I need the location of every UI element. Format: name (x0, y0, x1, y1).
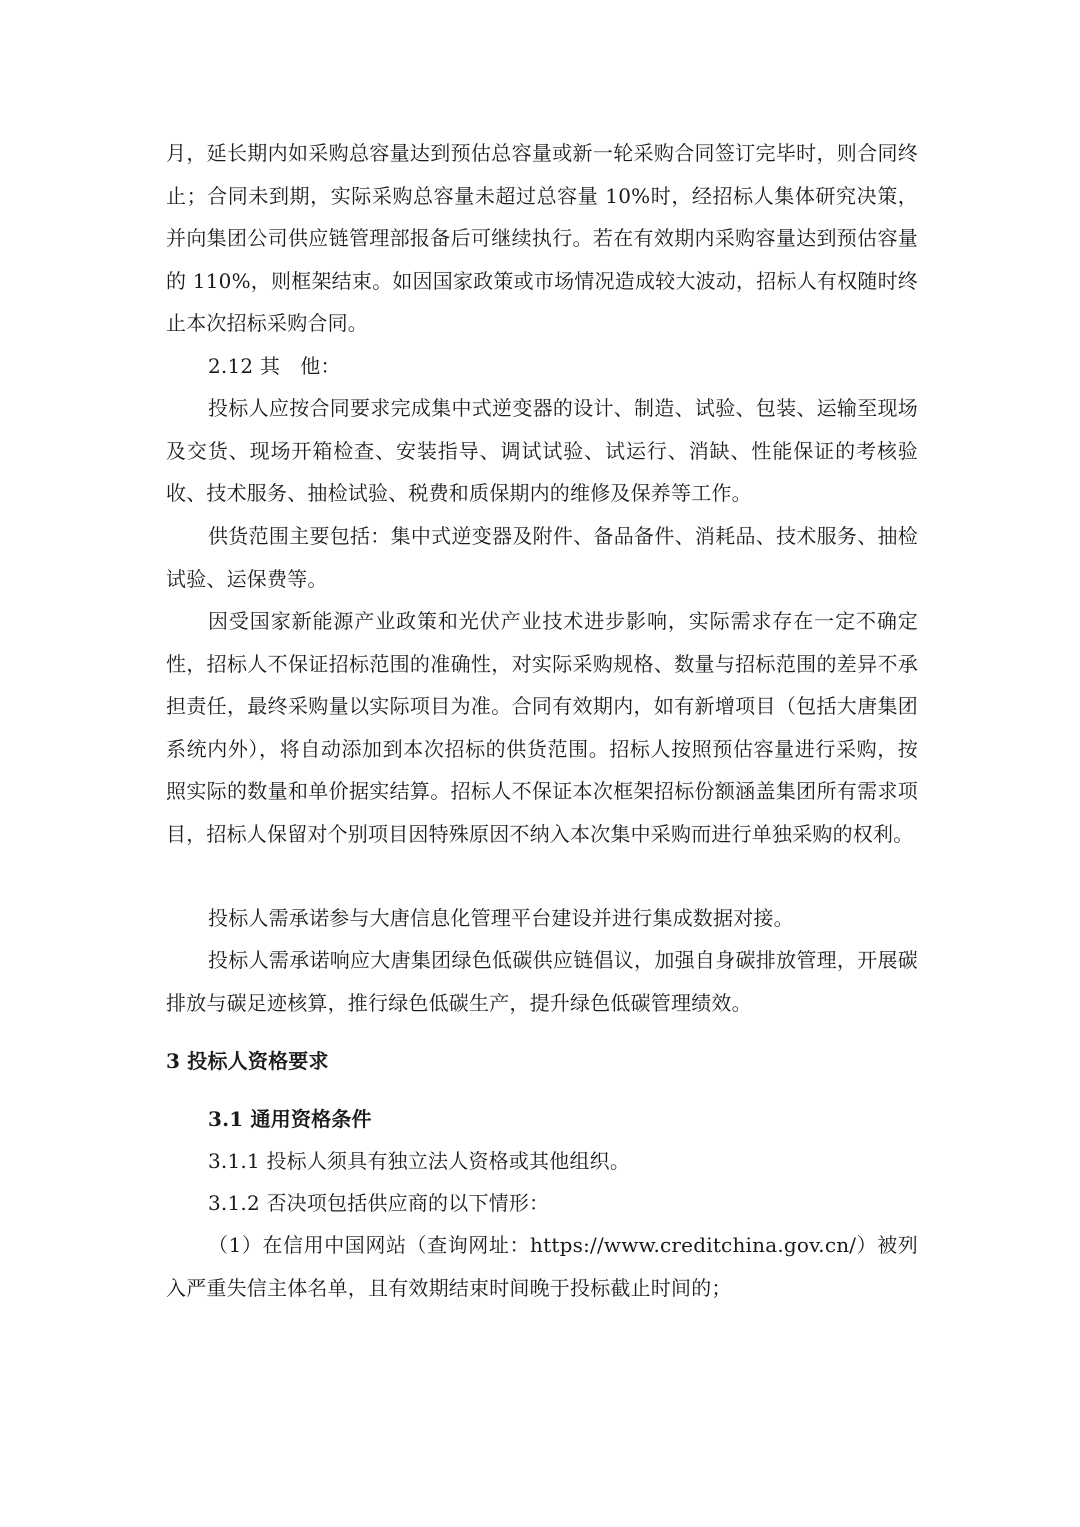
paragraph-data-integration: 投标人需承诺参与大唐信息化管理平台建设并进行集成数据对接。 (208, 906, 794, 930)
paragraph-contract-term: 月，延长期内如采购总容量达到预估总容量或新一轮采购合同签订完毕时，则合同终止；合同未到期，实际采购总容量未超过总容量 10%时，经招标人集体研究决策，并向集团公司供应链管理部报备后可继续执行。若在有效期内采购容量达到预估容量的 110%，则框架结束。如因国家政策或市场情况造成较大波动，招标人有权随时终止本次招标采购合同。 (166, 141, 918, 335)
clause-3-1-2: 3.1.2 否决项包括供应商的以下情形： (208, 1191, 550, 1215)
paragraph-policy-impact: 因受国家新能源产业政策和光伏产业技术进步影响，实际需求存在一定不确定性，招标人不保证招标范围的准确性，对实际采购规格、数量与招标范围的差异不承担责任，最终采购量以实际项目为准。合同有效期内，如有新增项目（包括大唐集团系统内外），将自动添加到本次招标的供货范围。招标人按照预估容量进行采购，按照实际的数量和单价据实结算。招标人不保证本次框架招标份额涵盖集团所有需求项目，招标人保留对个别项目因特殊原因不纳入本次集中采购而进行单独采购的权利。 (166, 609, 918, 846)
section-2-12-heading: 2.12 其 他： (208, 354, 341, 378)
paragraph-low-carbon: 投标人需承诺响应大唐集团绿色低碳供应链倡议，加强自身碳排放管理，开展碳排放与碳足迹核算，推行绿色低碳生产，提升绿色低碳管理绩效。 (166, 948, 918, 1015)
clause-item-1: （1）在信用中国网站（查询网址：https://www.creditchina.gov.cn/）被列入严重失信主体名单，且有效期结束时间晚于投标截止时间的； (166, 1233, 918, 1300)
section-3-1-heading: 3.1 通用资格条件 (208, 1107, 372, 1131)
clause-3-1-1: 3.1.1 投标人须具有独立法人资格或其他组织。 (208, 1149, 631, 1173)
paragraph-scope-of-work: 投标人应按合同要求完成集中式逆变器的设计、制造、试验、包装、运输至现场及交货、现场开箱检查、安装指导、调试试验、试运行、消缺、性能保证的考核验收、技术服务、抽检试验、税费和质保期内的维修及保养等工作。 (166, 396, 918, 505)
paragraph-supply-scope: 供货范围主要包括：集中式逆变器及附件、备品备件、消耗品、技术服务、抽检试验、运保费等。 (166, 524, 918, 591)
section-3-heading: 3 投标人资格要求 (166, 1049, 329, 1073)
